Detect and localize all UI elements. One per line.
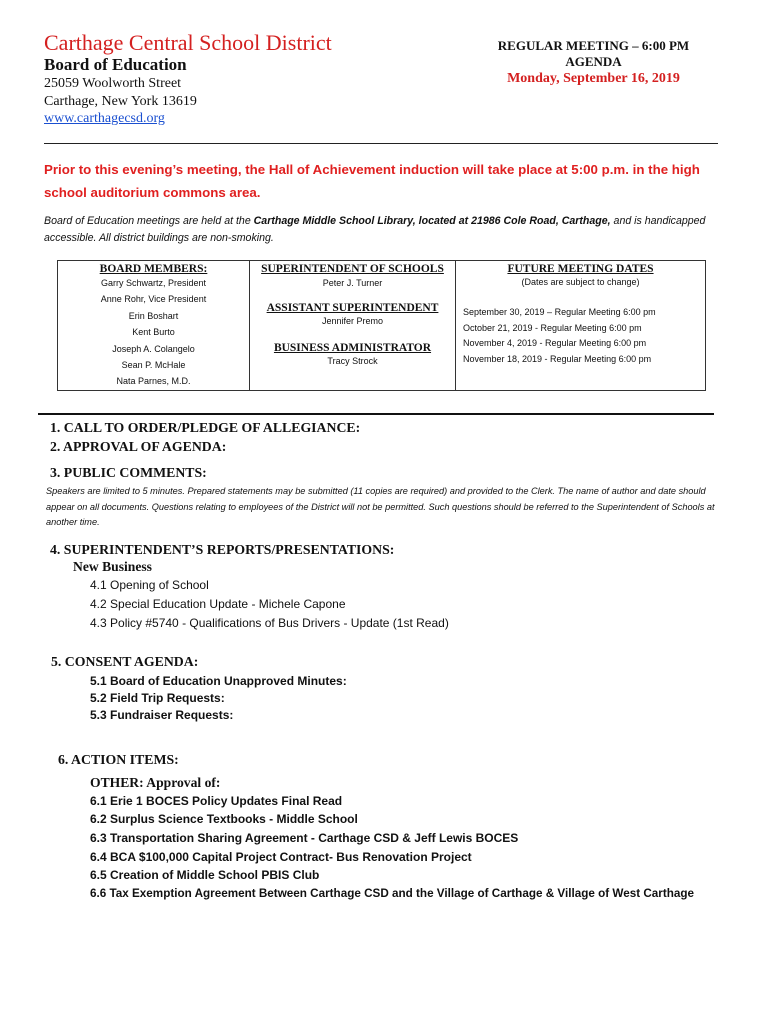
- superintendent-header: SUPERINTENDENT OF SCHOOLS: [261, 263, 444, 275]
- agenda-item: 6.5 Creation of Middle School PBIS Club: [90, 868, 320, 882]
- board-member: Anne Rohr, Vice President: [100, 294, 207, 305]
- agenda-item: 6.4 BCA $100,000 Capital Project Contract- Bus Renovation Project: [90, 850, 472, 864]
- agenda-item: 4.3 Policy #5740 - Qualifications of Bus Drivers - Update (1st Read): [90, 616, 449, 630]
- future-meeting-date: September 30, 2019 – Regular Meeting 6:00 pm: [463, 307, 656, 318]
- new-business-label: New Business: [73, 559, 152, 574]
- section-consent-agenda: 5. CONSENT AGENDA:: [51, 654, 199, 669]
- agenda-label: AGENDA: [565, 54, 622, 69]
- board-members-header: BOARD MEMBERS:: [99, 263, 208, 275]
- future-meeting-date: November 18, 2019 - Regular Meeting 6:00 pm: [463, 353, 652, 364]
- agenda-item: 6.6 Tax Exemption Agreement Between Carthage CSD and the Village of Carthage & Village of West Carthage: [90, 887, 695, 900]
- section-action-items: 6. ACTION ITEMS:: [58, 752, 179, 767]
- agenda-item: 4.1 Opening of School: [90, 578, 209, 592]
- agenda-item: 5.2 Field Trip Requests:: [90, 691, 225, 705]
- board-members-column: [58, 261, 250, 390]
- agenda-item: 4.2 Special Education Update - Michele Capone: [90, 597, 346, 611]
- board-member: Erin Boshart: [128, 310, 179, 321]
- agenda-item: 6.2 Surplus Science Textbooks - Middle School: [90, 812, 358, 826]
- table-divider: [38, 413, 714, 415]
- agenda-item: 6.1 Erie 1 BOCES Policy Updates Final Read: [90, 794, 343, 808]
- meeting-location-info: [44, 213, 734, 247]
- board-member: Sean P. McHale: [121, 360, 186, 371]
- other-approval-label: OTHER: Approval of:: [90, 775, 221, 790]
- meeting-type: REGULAR MEETING – 6:00 PM: [497, 38, 690, 53]
- agenda-item: 5.1 Board of Education Unapproved Minutes:: [90, 674, 347, 688]
- board-title: Board of Education: [44, 55, 187, 74]
- business-admin-header: BUSINESS ADMINISTRATOR: [273, 341, 432, 354]
- administration-column: [250, 261, 456, 390]
- future-meeting-date: November 4, 2019 - Regular Meeting 6:00 pm: [463, 338, 647, 349]
- section-approval-of-agenda: 2. APPROVAL OF AGENDA:: [50, 439, 227, 454]
- asst-superintendent-name: Jennifer Premo: [321, 316, 384, 327]
- address-city: Carthage, New York 13619: [44, 94, 197, 109]
- meeting-date: Monday, September 16, 2019: [507, 71, 680, 86]
- board-member: Nata Parnes, M.D.: [116, 376, 191, 387]
- future-meetings-note: (Dates are subject to change): [521, 277, 640, 287]
- agenda-item: 5.3 Fundraiser Requests:: [90, 708, 234, 722]
- future-meetings-header: FUTURE MEETING DATES: [507, 263, 654, 275]
- business-admin-name: Tracy Strock: [327, 355, 378, 366]
- website-link[interactable]: www.carthagecsd.org: [44, 111, 165, 126]
- district-name: Carthage Central School District: [44, 30, 332, 55]
- agenda-item: 6.3 Transportation Sharing Agreement - Carthage CSD & Jeff Lewis BOCES: [90, 831, 519, 845]
- future-meeting-date: October 21, 2019 - Regular Meeting 6:00 pm: [463, 322, 642, 333]
- public-comments-note: Speakers are limited to 5 minutes. Prepared statements may be submitted (11 copies are required) and provided to the Clerk. The name of author and date should appear on all documents. Questions relating to employees of the District will not be permitted. Such questions should be referred to the Superintendent of Schools at another time.: [46, 486, 715, 527]
- header-divider: [44, 143, 718, 144]
- officials-table: [57, 260, 706, 391]
- address-street: 25059 Woolworth Street: [44, 76, 182, 91]
- info-text-1: Board of Education meetings are held at the: [44, 215, 254, 227]
- info-text-2: and is handicapped accessible. All district buildings are non-smoking.: [44, 215, 706, 244]
- section-superintendent-reports: 4. SUPERINTENDENT’S REPORTS/PRESENTATIONS:: [50, 542, 395, 557]
- induction-notice: Prior to this evening’s meeting, the Hall of Achievement induction will take place at 5:00 p.m. in the high school auditorium commons area.: [44, 162, 700, 200]
- future-meetings-column: [456, 261, 705, 390]
- section-call-to-order: 1. CALL TO ORDER/PLEDGE OF ALLEGIANCE:: [50, 420, 361, 435]
- board-member: Joseph A. Colangelo: [112, 343, 195, 354]
- asst-superintendent-header: ASSISTANT SUPERINTENDENT: [266, 302, 439, 315]
- superintendent-name: Peter J. Turner: [322, 278, 383, 288]
- board-member: Kent Burto: [132, 327, 175, 338]
- info-location: Carthage Middle School Library, located at 21986 Cole Road, Carthage,: [253, 215, 611, 227]
- section-public-comments: 3. PUBLIC COMMENTS:: [50, 465, 207, 480]
- board-member: Garry Schwartz, President: [100, 278, 207, 288]
